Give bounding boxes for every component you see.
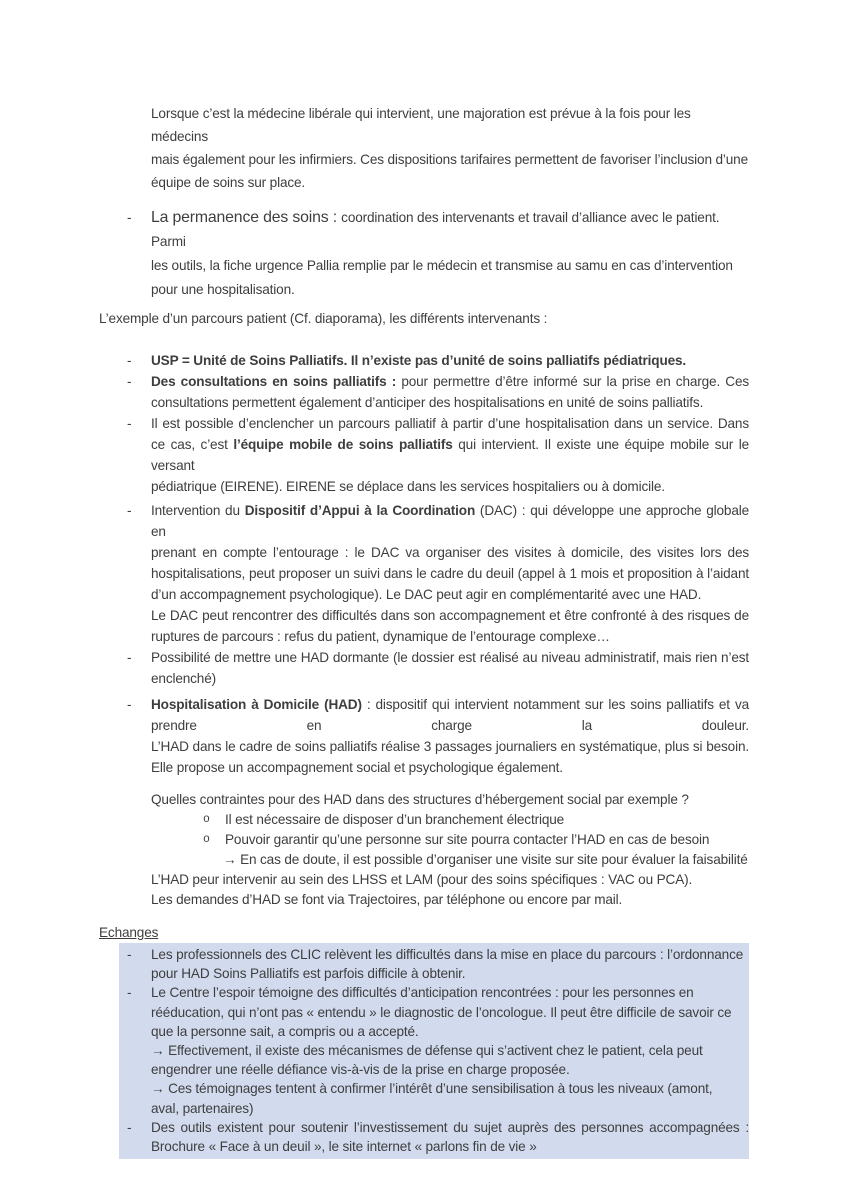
text-line (151, 790, 749, 810)
text-line (151, 1022, 749, 1041)
text-segment: l’équipe mobile de soins palliatifs (233, 437, 453, 452)
text-line (151, 278, 749, 302)
bullet-clic (119, 945, 749, 983)
text-line (225, 810, 749, 830)
text-segment: L’exemple d’un parcours patient (Cf. diaporama), les différents intervenants : (99, 311, 548, 326)
text-segment: Lorsque c’est la médecine libérale qui intervient, une majoration est prévue à la fois pour les médecins (151, 106, 691, 144)
document-content (99, 100, 749, 1159)
bullet-dash-icon: - (127, 985, 132, 1001)
bullet-parcours-service (99, 413, 749, 497)
text-segment: Intervention du (151, 503, 245, 518)
text-segment: Des consultations en soins palliatifs : (151, 374, 397, 389)
text-line (151, 350, 749, 371)
text-segment: Dispositif d’Appui à la Coordination (244, 503, 476, 518)
text-segment: Brochure « Face à un deuil », le site internet « parlons fin de vie » (151, 1139, 537, 1155)
text-segment: enclenché) (151, 671, 217, 686)
text-segment: (DAC) : qui développe une approche globale en (151, 503, 750, 539)
text-line (99, 923, 749, 943)
text-line (151, 563, 749, 584)
text-line (151, 694, 749, 715)
text-segment: équipe de soins sur place. (151, 175, 306, 190)
bullet-dash-icon: - (127, 697, 132, 712)
text-segment: prenant en compte l’entourage : le DAC va organiser des visites à domicile, des visites lors des (151, 545, 749, 560)
text-segment: pédiatrique (EIRENE). EIRENE se déplace dans les services hospitaliers ou à domicile. (151, 479, 665, 494)
text-segment: Il est possible d’enclencher un parcours palliatif à partir d’une hospitalisation dans un service. Dans (151, 416, 749, 431)
text-segment: Ces témoignages tentent à confirmer l’intérêt d’une sensibilisation à tous les niveaux (amont, (168, 1081, 713, 1097)
text-line (151, 102, 749, 148)
text-segment: Pouvoir garantir qu’une personne sur site pourra contacter l’HAD en cas de besoin (225, 832, 710, 847)
text-segment: La permanence des soins : (151, 209, 342, 226)
text-line (223, 850, 749, 870)
arrow-right-icon: → (151, 1043, 169, 1059)
text-line (151, 434, 749, 476)
text-segment: prendre en charge la douleur. (151, 718, 749, 733)
bullet-centre-espoir (119, 983, 749, 1041)
text-segment: aval, partenaires) (151, 1100, 254, 1116)
text-segment: L’HAD peur intervenir au sein des LHSS et LAM (pour des soins spécifiques : VAC ou PCA). (151, 872, 693, 887)
text-line (151, 584, 749, 605)
text-line (151, 757, 749, 778)
sub-bullet-contact (99, 830, 749, 850)
text-segment: Echanges (99, 925, 159, 940)
text-segment: mais également pour les infirmiers. Ces dispositions tarifaires permettent de favoriser l’inclusion d’une (151, 152, 748, 167)
section-intro-parcours (99, 308, 749, 329)
text-line (151, 1079, 749, 1098)
text-segment: rééducation, qui n’ont pas « entendu » le diagnostic de l’oncologue. Il peut être difficile de savoir ce (151, 1004, 732, 1020)
bullet-dash-icon: - (127, 947, 132, 962)
bullet-circle-icon: o (203, 813, 210, 826)
bullet-consultations (99, 371, 749, 413)
bullet-dac (99, 500, 749, 647)
text-segment: Les professionnels des CLIC relèvent les difficultés dans la mise en place du parcours : l’ordonnance (151, 947, 744, 962)
text-segment: que la personne sait, a compris ou a accepté. (151, 1023, 419, 1039)
text-line (151, 890, 749, 910)
text-line (151, 392, 749, 413)
bullet-dash-icon: - (127, 353, 132, 368)
text-segment: d’un accompagnement psychologique). Le DAC peut agir en complémentarité avec une HAD. (151, 587, 702, 602)
paragraph-demandes-had (99, 890, 749, 910)
text-line (151, 1118, 749, 1137)
bullet-dash-icon: - (127, 503, 132, 518)
text-line (151, 500, 749, 542)
text-segment: Elle propose un accompagnement social et psychologique également. (151, 760, 563, 775)
text-segment: pour une hospitalisation. (151, 282, 295, 297)
echanges-highlight-group (119, 943, 749, 1159)
text-line (99, 308, 749, 329)
text-line (151, 1137, 749, 1156)
text-line (151, 736, 749, 757)
bullet-permanence-soins (99, 206, 749, 302)
text-line (151, 626, 749, 647)
text-line (151, 413, 749, 434)
text-segment: pour HAD Soins Palliatifs est parfois difficile à obtenir. (151, 966, 466, 982)
text-segment: Il est nécessaire de disposer d’un branchement électrique (225, 812, 565, 827)
text-segment: consultations permettent également d’anticiper des hospitalisations en unité de soins palliatifs. (151, 395, 704, 410)
text-line (151, 1060, 749, 1079)
text-line (151, 254, 749, 278)
bullet-outils (119, 1118, 749, 1156)
intro-paragraph (99, 102, 749, 194)
paragraph-lhss-lam (99, 870, 749, 890)
text-line (151, 715, 749, 736)
text-segment: Quelles contraintes pour des HAD dans des structures d’hébergement social par exemple ? (151, 792, 689, 807)
text-segment: engendrer une réelle défiance vis-à-vis de la prise en charge proposée. (151, 1062, 570, 1078)
text-line (151, 542, 749, 563)
bullet-had-dormante (99, 647, 749, 689)
text-line (151, 476, 749, 497)
text-line (151, 148, 749, 171)
bullet-dash-icon: - (127, 1119, 132, 1135)
sub-bullet-branchement (99, 810, 749, 830)
arrow-note-visite (99, 850, 749, 870)
text-segment: qui intervient. Il existe une équipe mobile sur le versant (151, 437, 749, 473)
text-segment: Effectivement, il existe des mécanismes de défense qui s’activent chez le patient, cela peut (168, 1043, 703, 1059)
heading-echanges (99, 923, 749, 943)
text-line (151, 668, 749, 689)
text-segment: Les demandes d’HAD se font via Trajectoires, par téléphone ou encore par mail. (151, 892, 623, 907)
text-segment: Possibilité de mettre une HAD dormante (le dossier est réalisé au niveau administratif, mais rien n’est (151, 650, 749, 665)
text-segment: Le DAC peut rencontrer des difficultés dans son accompagnement et être confronté à des risques de (151, 608, 749, 623)
text-line (151, 983, 749, 1002)
text-line (151, 945, 749, 964)
bullet-dash-icon: - (127, 416, 132, 431)
text-segment: L’HAD dans le cadre de soins palliatifs réalise 3 passages journaliers en systématique, plus si besoin. (151, 739, 749, 754)
text-line (225, 830, 749, 850)
text-segment: pour permettre d’être informé sur la prise en charge. Ces (396, 374, 749, 389)
text-line (151, 870, 749, 890)
text-line (151, 605, 749, 626)
text-segment: Hospitalisation à Domicile (HAD) (151, 697, 362, 712)
arrow-note-mecanismes (119, 1041, 749, 1079)
text-segment: coordination des intervenants et travail d’alliance avec le patient. Parmi (151, 210, 720, 249)
bullet-dash-icon: - (127, 374, 132, 389)
bullet-had (99, 694, 749, 778)
arrow-note-temoignages (119, 1079, 749, 1117)
text-line (151, 206, 749, 254)
arrow-right-icon: → (151, 1081, 169, 1097)
text-segment: les outils, la fiche urgence Pallia remplie par le médecin et transmise au samu en cas d’intervention (151, 258, 733, 273)
bullet-usp (99, 350, 749, 371)
text-line (151, 1099, 749, 1118)
text-segment: ce cas, c’est (151, 437, 234, 452)
text-segment: Le Centre l’espoir témoigne des difficultés d’anticipation rencontrées : pour les personnes en (151, 985, 694, 1001)
paragraph-contraintes-question (99, 790, 749, 810)
bullet-dash-icon: - (127, 650, 132, 665)
text-line (151, 371, 749, 392)
text-line (151, 171, 749, 194)
text-line (151, 647, 749, 668)
text-segment: USP = Unité de Soins Palliatifs. Il n’existe pas d’unité de soins palliatifs pédiatriques. (151, 353, 687, 368)
bullet-circle-icon: o (203, 833, 210, 846)
text-line (151, 1041, 749, 1060)
bullet-dash-icon: - (127, 210, 132, 225)
arrow-right-icon: → (223, 852, 241, 867)
text-line (151, 1003, 749, 1022)
text-segment: : dispositif qui intervient notamment sur les soins palliatifs et va (361, 697, 750, 712)
text-segment: hospitalisations, peut proposer un suivi dans le cadre du deuil (appel à 1 mois et proposition à l’aidant (151, 566, 749, 581)
text-segment: Des outils existent pour soutenir l’investissement du sujet auprès des personnes accompagnées : (151, 1119, 749, 1135)
text-line (151, 964, 749, 983)
text-segment: En cas de doute, il est possible d’organiser une visite sur site pour évaluer la faisabilité (240, 852, 748, 867)
text-segment: ruptures de parcours : refus du patient, dynamique de l’entourage complexe… (151, 629, 610, 644)
